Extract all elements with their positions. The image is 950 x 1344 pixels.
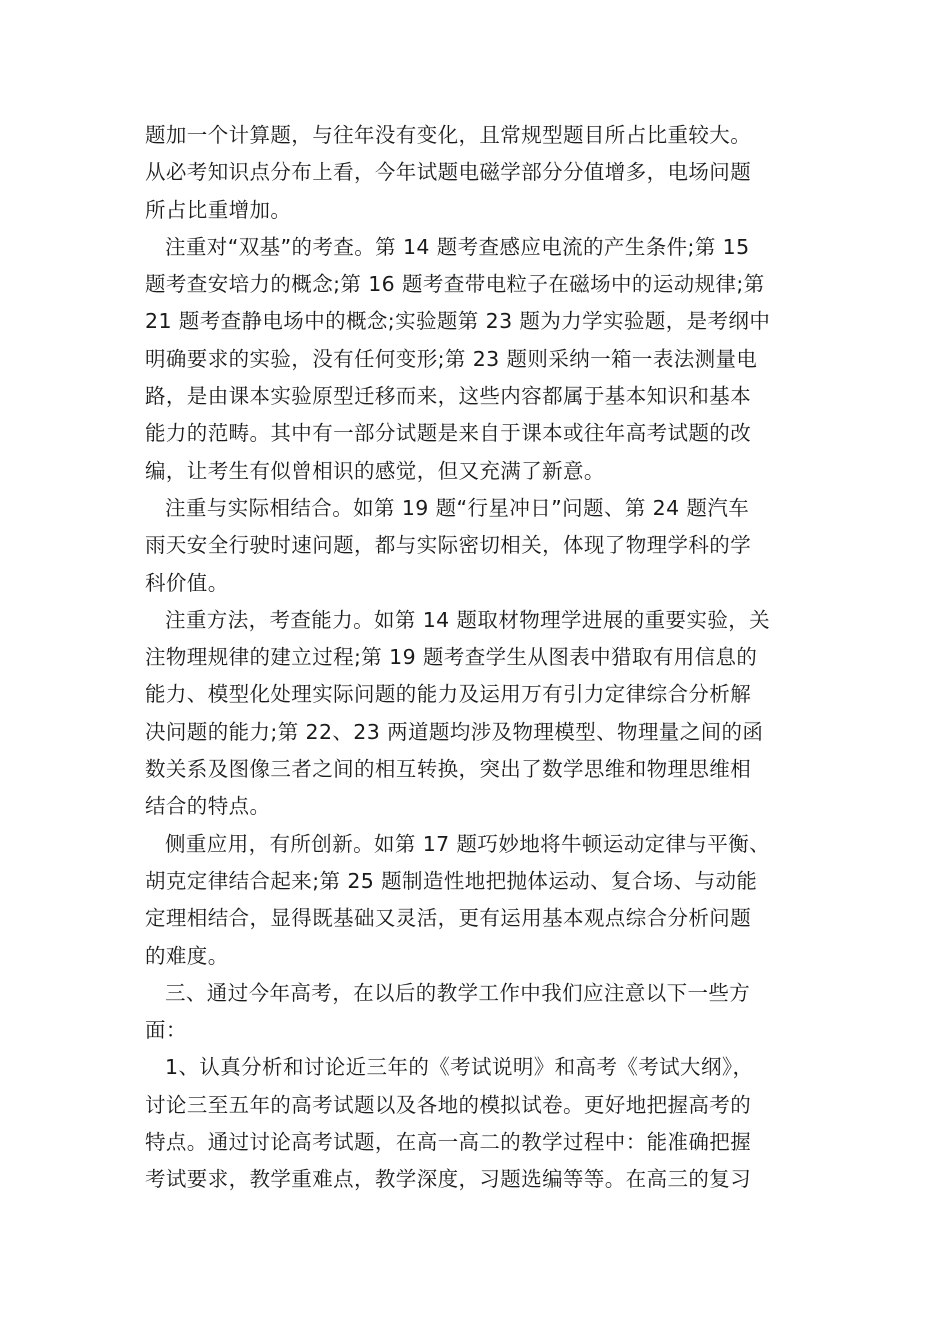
text-line: 侧重应用，有所创新。如第 17 题巧妙地将牛顿运动定律与平衡、 xyxy=(165,831,771,856)
text-line: 1、认真分析和讨论近三年的《考试说明》和高考《考试大纲》， xyxy=(165,1055,754,1080)
text-line: 路，是由课本实验原型迁移而来，这些内容都属于基本知识和基本 xyxy=(145,384,752,409)
text-line: 明确要求的实验，没有任何变形;第 23 题则采纳一箱一表法测量电 xyxy=(145,346,758,371)
text-line: 决问题的能力;第 22、23 两道题均涉及物理模型、物理量之间的函 xyxy=(145,719,764,744)
text-line: 编，让考生有似曾相识的感觉，但又充满了新意。 xyxy=(145,458,605,483)
text-line: 考试要求，教学重难点，教学深度，习题选编等等。在高三的复习 xyxy=(145,1167,752,1192)
text-line: 三、通过今年高考，在以后的教学工作中我们应注意以下一些方 xyxy=(165,980,751,1005)
text-line: 科价值。 xyxy=(145,570,229,595)
text-line: 注物理规律的建立过程;第 19 题考查学生从图表中猎取有用信息的 xyxy=(145,645,758,670)
document-body xyxy=(145,117,808,1199)
text-line: 题考查安培力的概念;第 16 题考查带电粒子在磁场中的运动规律;第 xyxy=(145,272,765,297)
text-line: 能力的范畴。其中有一部分试题是来自于课本或往年高考试题的改 xyxy=(145,421,752,446)
text-line: 讨论三至五年的高考试题以及各地的模拟试卷。更好地把握高考的 xyxy=(145,1092,752,1117)
text-line: 数关系及图像三者之间的相互转换，突出了数学思维和物理思维相 xyxy=(145,757,752,782)
text-line: 从必考知识点分布上看，今年试题电磁学部分分值增多，电场问题 xyxy=(145,160,752,185)
text-line: 雨天安全行驶时速问题，都与实际密切相关，体现了物理学科的学 xyxy=(145,533,752,558)
text-line: 特点。通过讨论高考试题，在高一高二的教学过程中：能准确把握 xyxy=(145,1130,752,1155)
text-line: 注重与实际相结合。如第 19 题“行星冲日”问题、第 24 题汽车 xyxy=(165,495,750,520)
text-line: 21 题考查静电场中的概念;实验题第 23 题为力学实验题，是考纲中 xyxy=(145,309,771,334)
text-line: 定理相结合，显得既基础又灵活，更有运用基本观点综合分析问题 xyxy=(145,906,752,931)
text-line: 所占比重增加。 xyxy=(145,197,292,222)
text-line: 面： xyxy=(145,1018,187,1043)
text-line: 注重对“双基”的考查。第 14 题考查感应电流的产生条件;第 15 xyxy=(165,234,750,259)
text-line: 能力、模型化处理实际问题的能力及运用万有引力定律综合分析解 xyxy=(145,682,752,707)
text-line: 胡克定律结合起来;第 25 题制造性地把抛体运动、复合场、与动能 xyxy=(145,868,758,893)
text-line: 注重方法，考查能力。如第 14 题取材物理学进展的重要实验，关 xyxy=(165,607,771,632)
text-line: 结合的特点。 xyxy=(145,794,271,819)
text-line: 题加一个计算题，与往年没有变化，且常规型题目所占比重较大。 xyxy=(145,123,752,147)
text-line: 的难度。 xyxy=(145,943,229,968)
